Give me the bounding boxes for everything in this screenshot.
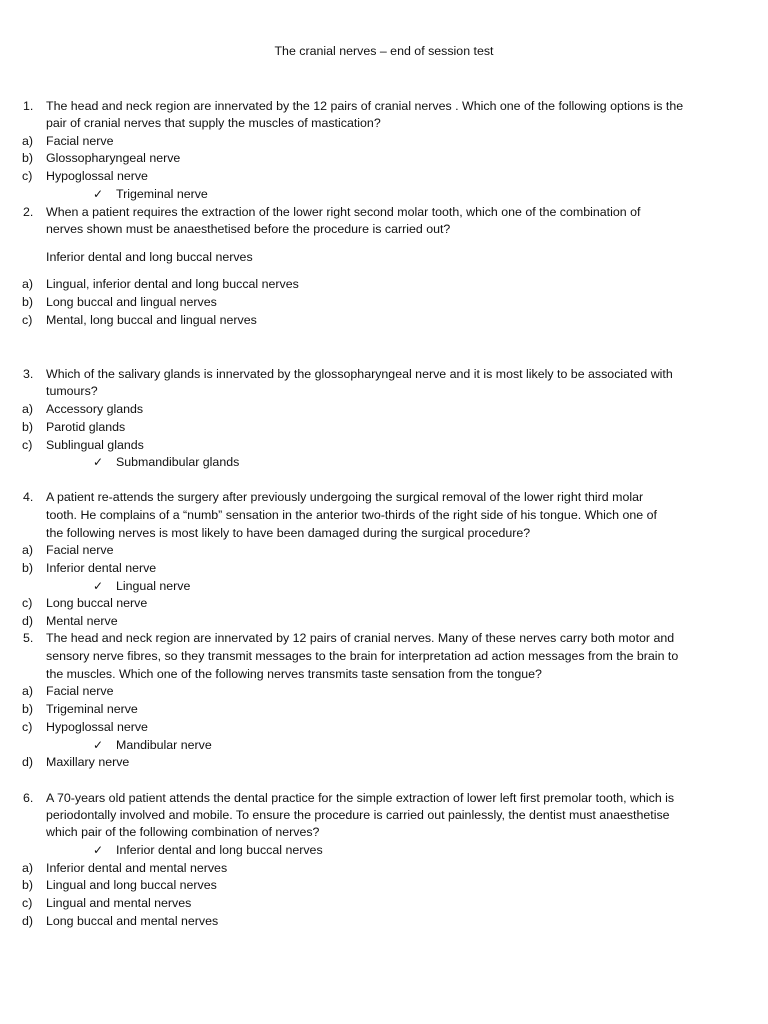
- option-text: Lingual and mental nerves: [46, 896, 192, 910]
- checkmark-icon: ✓: [93, 843, 104, 857]
- option-label: d): [22, 614, 34, 628]
- option-label: d): [22, 914, 34, 928]
- option-label: d): [22, 755, 34, 769]
- correct-answer: [93, 842, 323, 859]
- answer-option: [22, 168, 148, 185]
- option-text: Hypoglossal nerve: [46, 169, 148, 183]
- checkmark-icon: ✓: [93, 455, 104, 469]
- question-text: A 70-years old patient attends the dental practice for the simple extraction of lower left first premolar tooth, which is: [46, 791, 675, 805]
- answer-option: [22, 877, 217, 894]
- answer-option: [22, 595, 147, 612]
- option-text: Facial nerve: [46, 543, 114, 557]
- option-label: c): [22, 720, 33, 734]
- answer-option: [22, 150, 180, 167]
- answer-option: [22, 683, 114, 700]
- question-number: 4.: [23, 490, 34, 504]
- question-text: which pair of the following combination of nerves?: [46, 825, 320, 839]
- option-label: b): [22, 878, 34, 892]
- option-label: a): [22, 684, 34, 698]
- correct-answer-text: Submandibular glands: [116, 455, 240, 469]
- option-text: Facial nerve: [46, 684, 114, 698]
- option-label: a): [22, 543, 34, 557]
- option-label: a): [22, 277, 34, 291]
- option-text: Inferior dental nerve: [46, 561, 157, 575]
- question-text: the following nerves is most likely to have been damaged during the surgical procedure?: [46, 526, 531, 540]
- question-number: 5.: [23, 631, 34, 645]
- option-text: Long buccal and lingual nerves: [46, 295, 217, 309]
- answer-option: [22, 419, 125, 436]
- correct-answer: [93, 737, 212, 754]
- answer-option: [22, 133, 114, 150]
- answer-option: [22, 895, 191, 912]
- answer-note: Inferior dental and long buccal nerves: [46, 250, 253, 264]
- option-text: Long buccal nerve: [46, 596, 148, 610]
- correct-answer-text: Mandibular nerve: [116, 738, 212, 752]
- option-text: Lingual, inferior dental and long buccal nerves: [46, 277, 299, 291]
- answer-option: [22, 437, 144, 454]
- option-text: Trigeminal nerve: [46, 702, 138, 716]
- option-text: Glossopharyngeal nerve: [46, 151, 181, 165]
- correct-answer: [93, 186, 208, 203]
- answer-option: [22, 613, 118, 630]
- question-text: tumours?: [46, 384, 98, 398]
- option-label: b): [22, 561, 34, 575]
- question-text: tooth. He complains of a “numb” sensation in the anterior two-thirds of the right side of his tongue. Which one of: [46, 508, 657, 522]
- option-text: Hypoglossal nerve: [46, 720, 148, 734]
- answer-option: [22, 913, 218, 930]
- answer-option: [22, 294, 217, 311]
- question-text: The head and neck region are innervated by 12 pairs of cranial nerves. Many of these nerves carry both motor and: [46, 631, 675, 645]
- answer-option: [22, 276, 299, 293]
- question-text: periodontally involved and mobile. To ensure the procedure is carried out painlessly, the dentist must anaesthetise: [46, 808, 670, 822]
- option-label: c): [22, 438, 33, 452]
- answer-option: [22, 754, 129, 771]
- option-label: c): [22, 169, 33, 183]
- page-title: The cranial nerves – end of session test: [274, 44, 494, 58]
- option-label: a): [22, 861, 34, 875]
- question-text: the muscles. Which one of the following nerves transmits taste sensation from the tongue?: [46, 667, 542, 681]
- option-text: Long buccal and mental nerves: [46, 914, 219, 928]
- option-text: Facial nerve: [46, 134, 114, 148]
- answer-option: [22, 560, 156, 577]
- correct-answer: [93, 454, 239, 471]
- question-text: nerves shown must be anaesthetised before the procedure is carried out?: [46, 222, 451, 236]
- question-number: 1.: [23, 99, 34, 113]
- option-label: a): [22, 134, 34, 148]
- answer-option: [22, 312, 257, 329]
- question-text: Which of the salivary glands is innervated by the glossopharyngeal nerve and it is most likely to be associated with: [46, 367, 673, 381]
- option-text: Parotid glands: [46, 420, 126, 434]
- correct-answer-text: Inferior dental and long buccal nerves: [116, 843, 323, 857]
- checkmark-icon: ✓: [93, 738, 104, 752]
- checkmark-icon: ✓: [93, 579, 104, 593]
- question-text: A patient re-attends the surgery after previously undergoing the surgical removal of the lower right third molar: [46, 490, 644, 504]
- correct-answer: [93, 578, 190, 595]
- answer-option: [22, 701, 138, 718]
- question-text: sensory nerve fibres, so they transmit messages to the brain for interpretation ad action messages from the brain to: [46, 649, 679, 663]
- question-number: 3.: [23, 367, 34, 381]
- answer-option: [22, 401, 143, 418]
- option-label: c): [22, 596, 33, 610]
- answer-option: [22, 860, 227, 877]
- option-label: b): [22, 151, 34, 165]
- option-label: b): [22, 702, 34, 716]
- option-label: a): [22, 402, 34, 416]
- option-label: b): [22, 295, 34, 309]
- option-text: Mental, long buccal and lingual nerves: [46, 313, 257, 327]
- question-number: 2.: [23, 205, 34, 219]
- answer-option: [22, 542, 114, 559]
- option-label: c): [22, 313, 33, 327]
- option-text: Lingual and long buccal nerves: [46, 878, 217, 892]
- question-text: The head and neck region are innervated by the 12 pairs of cranial nerves . Which one of the following options is the: [46, 99, 684, 113]
- option-text: Sublingual glands: [46, 438, 144, 452]
- option-text: Mental nerve: [46, 614, 118, 628]
- option-text: Inferior dental and mental nerves: [46, 861, 228, 875]
- correct-answer-text: Trigeminal nerve: [116, 187, 208, 201]
- question-text: pair of cranial nerves that supply the muscles of mastication?: [46, 116, 381, 130]
- correct-answer-text: Lingual nerve: [116, 579, 191, 593]
- checkmark-icon: ✓: [93, 187, 104, 201]
- option-label: b): [22, 420, 34, 434]
- question-text: When a patient requires the extraction of the lower right second molar tooth, which one of the combination of: [46, 205, 641, 219]
- answer-option: [22, 719, 148, 736]
- option-text: Accessory glands: [46, 402, 144, 416]
- option-text: Maxillary nerve: [46, 755, 130, 769]
- option-label: c): [22, 896, 33, 910]
- question-number: 6.: [23, 791, 34, 805]
